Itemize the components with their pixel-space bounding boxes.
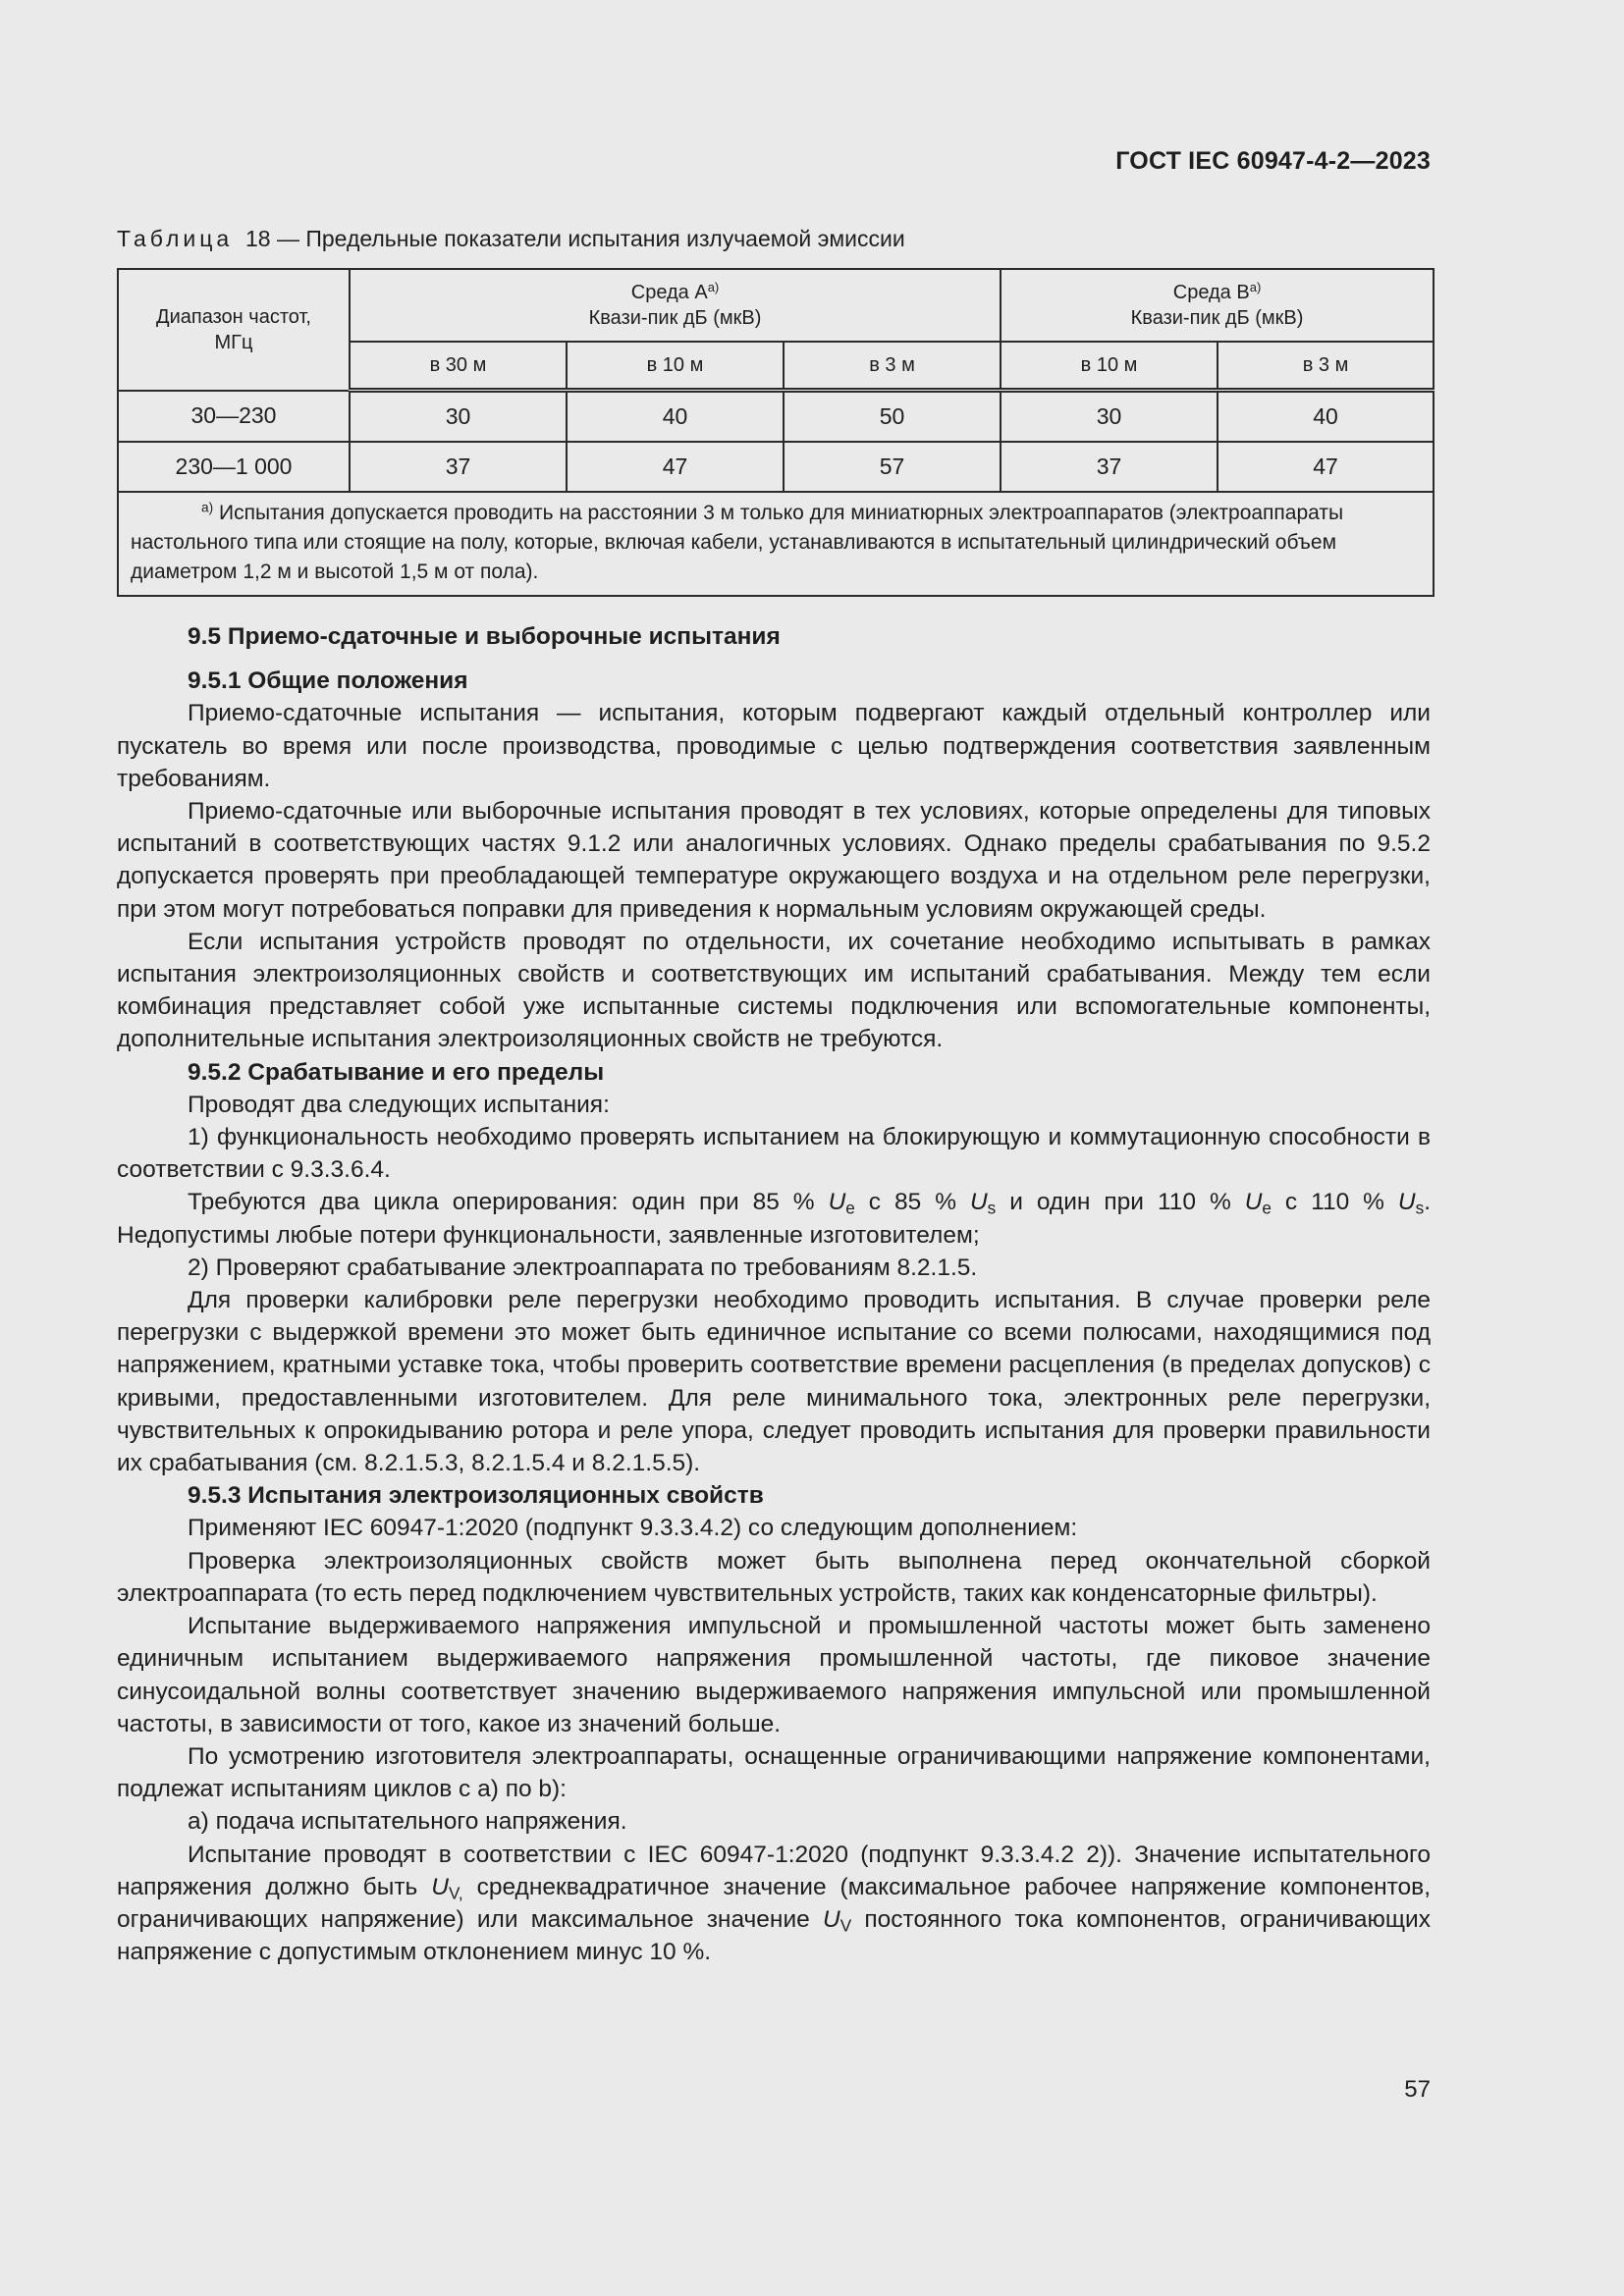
emission-limits-table — [117, 268, 1435, 597]
paragraph: a) подача испытательного напряжения. — [188, 1808, 627, 1836]
cell-range: 30—230 — [118, 391, 350, 443]
document-code: ГОСТ IEC 60947-4-2—2023 — [1115, 147, 1431, 175]
header-frequency-range: Диапазон частот, МГц — [118, 269, 350, 391]
cell-value: 30 — [350, 391, 567, 443]
cell-value: 40 — [567, 391, 784, 443]
cell-value: 30 — [1001, 391, 1218, 443]
header-distance: в 30 м — [350, 342, 567, 391]
section-heading-9-5-3: 9.5.3 Испытания электроизоляционных свойств — [188, 1482, 764, 1510]
section-heading-9-5-2: 9.5.2 Срабатывание и его пределы — [188, 1058, 605, 1086]
footnote-mark: а) — [201, 500, 214, 515]
table-caption-text: 18 — Предельные показатели испытания излучаемой эмиссии — [244, 226, 905, 251]
paragraph: 2) Проверяют срабатывание электроаппарата по требованиям 8.2.1.5. — [188, 1254, 978, 1281]
header-environment-b: Среда $B^{a)}$ Квази-пик дБ (мкВ) — [1001, 269, 1434, 342]
paragraph: Испытание выдерживаемого напряжения импульсной и промышленной частоты может быть заменено единичным испытанием выдерживаемого напряжения промышленной частоты, где пиковое значение синусоидальной волны соответствует значению выдерживаемого напряжения импульсной или промышленной частоты, в зависимости от того, какое из значений больше. — [117, 1613, 1431, 1737]
paragraph: Проверка электроизоляционных свойств может быть выполнена перед окончательной сборкой электроаппарата (то есть перед подключением чувствительных устройств, таких как конденсаторные фильтры). — [117, 1547, 1431, 1607]
paragraph-operating-cycles: Требуются два цикла оперирования: один при 85 % $U_e$ с 85 % $U_s$ и один при 110 % $U_e$ с 110 % $U_s$. Недопустимы любые потери функциональности, заявленные изготовителем; — [117, 1189, 1432, 1249]
table-caption — [117, 226, 905, 252]
section-heading-9-5: 9.5 Приемо-сдаточные и выборочные испытания — [188, 623, 781, 650]
header-environment-a: Среда $A^{a)}$ Квази-пик дБ (мкВ) — [350, 269, 1001, 342]
table-footnote — [118, 492, 1434, 596]
paragraph: Применяют IEC 60947-1:2020 (подпункт 9.3.3.4.2) со следующим дополнением: — [188, 1515, 1078, 1542]
header-distance: в 10 м — [567, 342, 784, 391]
page-number: 57 — [1404, 2076, 1431, 2103]
section-heading-9-5-1: 9.5.1 Общие положения — [188, 667, 468, 695]
paragraph: Приемо-сдаточные или выборочные испытания проводят в тех условиях, которые определены для типовых испытаний в соответствующих частях 9.1.2 или аналогичных условиях. Однако пределы срабатывания по 9.5.2 допускается проверять при преобладающей температуре окружающего воздуха и на отдельном реле перегрузки, при этом могут потребоваться поправки для приведения к нормальным условиям окружающей среды. — [117, 798, 1431, 923]
table-row — [118, 442, 1434, 492]
paragraph: Для проверки калибровки реле перегрузки необходимо проводить испытания. В случае проверки реле перегрузки с выдержкой времени это может быть единичное испытание со всеми полюсами, находящимися под напряжением, кратными уставке тока, чтобы проверить соответствие времени расцепления (в пределах допусков) с кривыми, предоставленными изготовителем. Для реле минимального тока, электронных реле перегрузки, чувствительных к опрокидыванию ротора и реле упора, следует проводить испытания для проверки правильности их срабатывания (см. 8.2.1.5.3, 8.2.1.5.4 и 8.2.1.5.5). — [117, 1287, 1431, 1477]
table-caption-word: Таблица — [117, 226, 234, 251]
paragraph: Приемо-сдаточные испытания — испытания, которым подвергают каждый отдельный контроллер или пускатель во время или после производства, проводимые с целью подтверждения соответствия заявленным требованиям. — [117, 700, 1431, 792]
header-distance: в 3 м — [784, 342, 1001, 391]
paragraph: По усмотрению изготовителя электроаппараты, оснащенные ограничивающими напряжение компонентами, подлежат испытаниям циклов с a) по b): — [117, 1742, 1431, 1803]
cell-value: 47 — [1218, 442, 1434, 492]
cell-value: 50 — [784, 391, 1001, 443]
header-distance: в 3 м — [1218, 342, 1434, 391]
header-distance: в 10 м — [1001, 342, 1218, 391]
document-body — [117, 620, 1431, 1968]
cell-value: 47 — [567, 442, 784, 492]
paragraph: Если испытания устройств проводят по отдельности, их сочетание необходимо испытывать в рамках испытания электроизоляционных свойств и соответствующих им испытаний срабатывания. Между тем если комбинация представляет собой уже испытанные системы подключения или вспомогательные компоненты, дополнительные испытания электроизоляционных свойств не требуются. — [117, 928, 1431, 1053]
cell-value: 57 — [784, 442, 1001, 492]
footnote-text: Испытания допускается проводить на расстоянии 3 м только для миниатюрных электроаппаратов (электроаппараты настольного типа или стоящие на полу, которые, включая кабели, устанавливаются в испытательный цилиндрический объем диаметром 1,2 м и высотой 1,5 м от пола). — [131, 502, 1344, 583]
cell-value: 37 — [1001, 442, 1218, 492]
cell-value: 37 — [350, 442, 567, 492]
paragraph: Проводят два следующих испытания: — [188, 1091, 610, 1118]
table-row — [118, 391, 1434, 443]
paragraph: 1) функциональность необходимо проверять испытанием на блокирующую и коммутационную способности в соответствии с 9.3.3.6.4. — [117, 1124, 1431, 1184]
cell-value: 40 — [1218, 391, 1434, 443]
paragraph-test-voltage: Испытание проводят в соответствии с IEC 60947-1:2020 (подпункт 9.3.3.4.2 2)). Значение испытательного напряжения должно быть $U_{V,}$ среднеквадратичное значение (максимальное рабочее напряжение компонентов, ограничивающих напряжение) или максимальное значение $U_V$ постоянного тока компонентов, ограничивающих напряжение с допустимым отклонением минус 10 %. — [117, 1841, 1431, 1966]
cell-range: 230—1 000 — [118, 442, 350, 492]
